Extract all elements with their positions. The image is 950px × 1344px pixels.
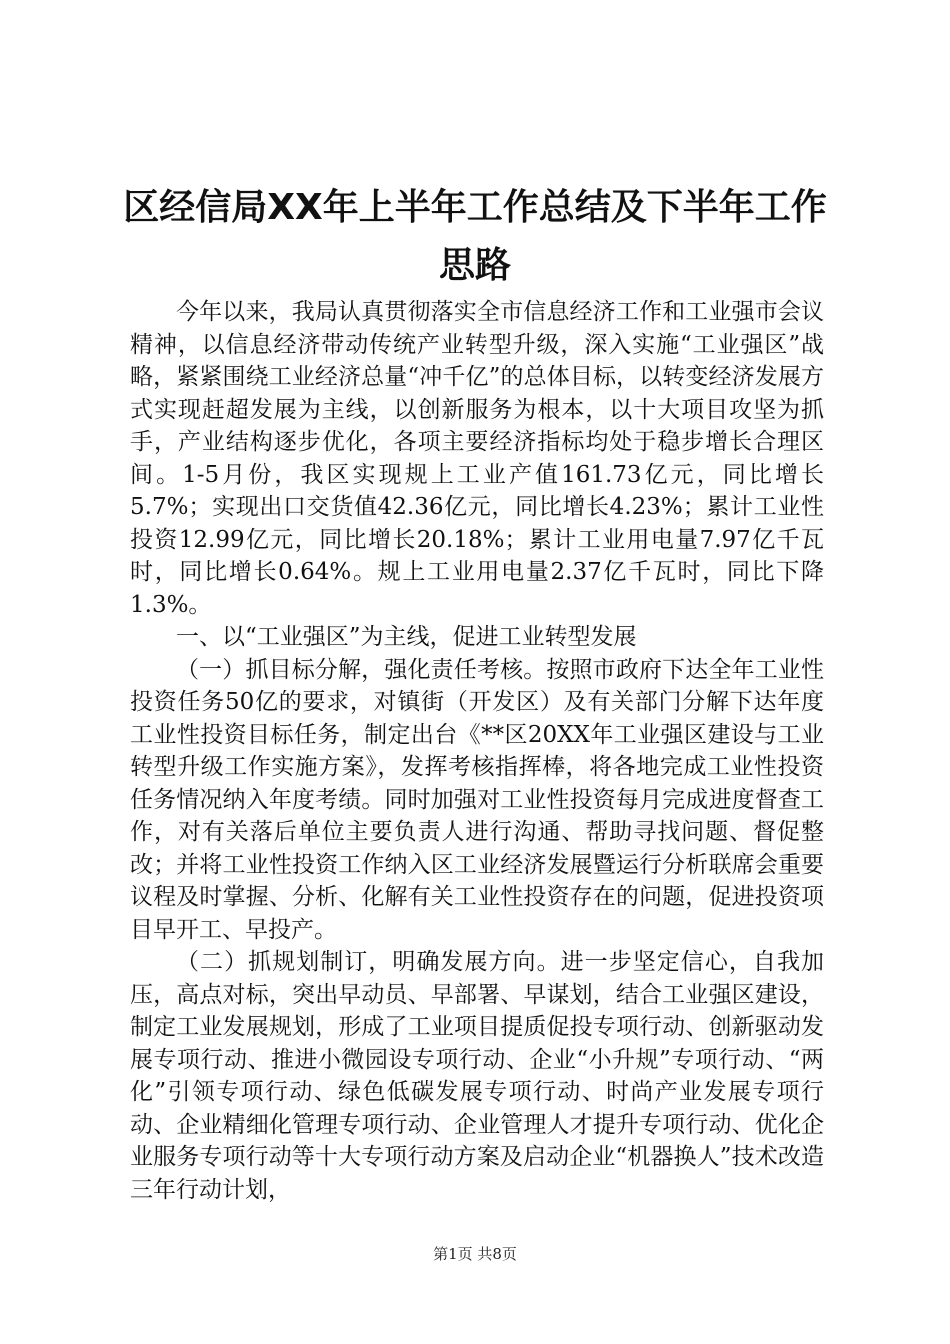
document-title-line-2: 思路 [438,245,511,286]
page-footer: 第1页 共8页 [433,1245,517,1263]
section-heading-1: 一、以“工业强区”为主线，促进工业转型发展 [176,624,637,650]
document-title-line-1: 区经信局XX年上半年工作总结及下半年工作 [123,187,827,228]
subsection-paragraph-1: （一）抓目标分解，强化责任考核。按照市政府下达全年工业性投资任务50亿的要求，对镇街（开发区）及有关部门分解下达年度工业性投资目标任务，制定出台《**区20XX年工业强区建设与工业转型升级工作实施方案》，发挥考核指挥棒，将各地完成工业性投资任务情况纳入年度考绩。同时加强对工业性投资每月完成进度督查工作，对有关落后单位主要负责人进行沟通、帮助寻找问题、督促整改；并将工业性投资工作纳入区工业经济发展暨运行分析联席会重要议程及时掌握、分析、化解有关工业性投资存在的问题，促进投资项目早开工、早投产。 [130,656,824,943]
intro-paragraph: 今年以来，我局认真贯彻落实全市信息经济工作和工业强市会议精神，以信息经济带动传统产业转型升级，深入实施“工业强区”战略，紧紧围绕工业经济总量“冲千亿”的总体目标，以转变经济发展方式实现赶超发展为主线，以创新服务为根本，以十大项目攻坚为抓手，产业结构逐步优化，各项主要经济指标均处于稳步增长合理区间。1-5月份，我区实现规上工业产值161.73亿元，同比增长5.7%；实现出口交货值42.36亿元，同比增长4.23%；累计工业性投资12.99亿元，同比增长20.18%；累计工业用电量7.97亿千瓦时，同比增长0.64%。规上工业用电量2.37亿千瓦时，同比下降1.3%。 [130,299,824,618]
document-body [130,296,824,1206]
subsection-paragraph-2: （二）抓规划制订，明确发展方向。进一步坚定信心，自我加压，高点对标，突出早动员、早部署、早谋划，结合工业强区建设，制定工业发展规划，形成了工业项目提质促投专项行动、创新驱动发展专项行动、推进小微园设专项行动、企业“小升规”专项行动、“两化”引领专项行动、绿色低碳发展专项行动、时尚产业发展专项行动、企业精细化管理专项行动、企业管理人才提升专项行动、优化企业服务专项行动等十大专项行动方案及启动企业“机器换人”技术改造三年行动计划， [130,949,824,1203]
